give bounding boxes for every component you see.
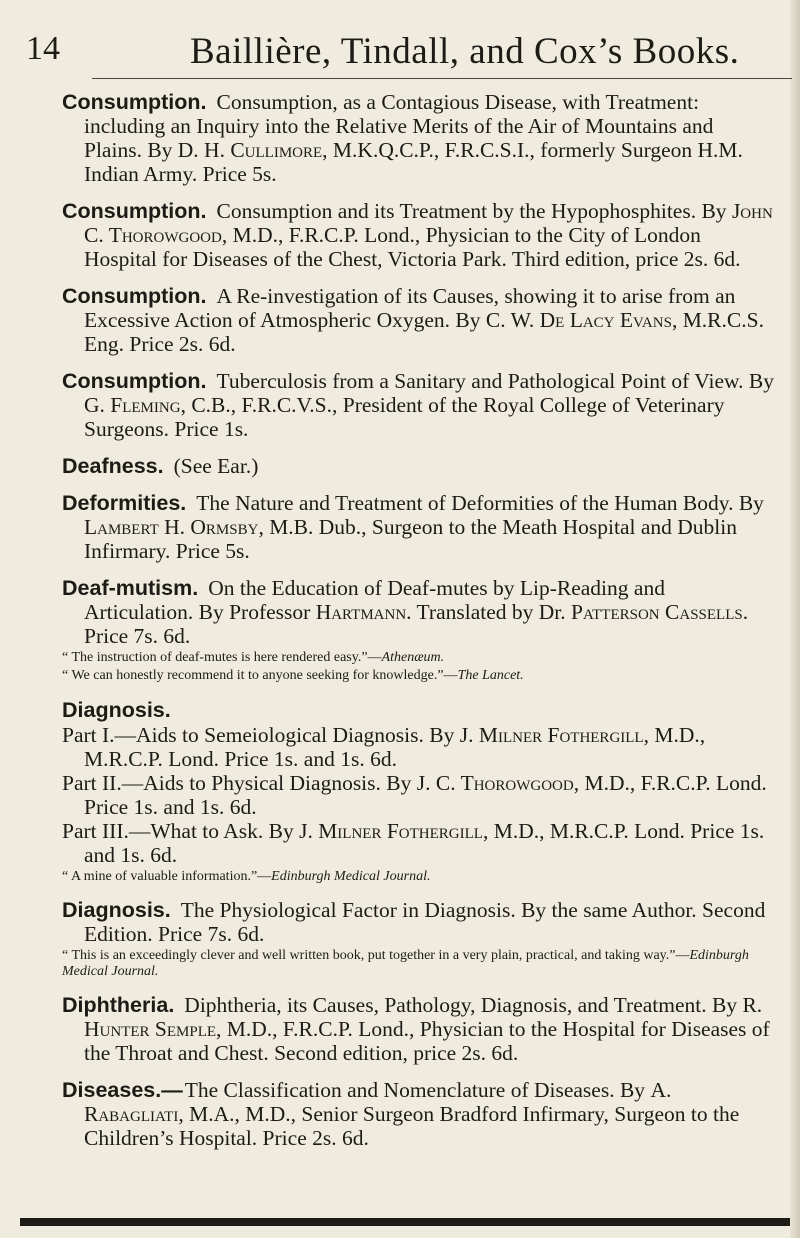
entry-heading: Consumption. <box>62 90 207 114</box>
entry-text: , C.B., F.R.C.V.S., President of the Royal College of Veterinary Surgeons. Price 1s. <box>84 393 725 441</box>
quote-text: “ The instruction of deaf-mutes is here rendered easy.”— <box>62 650 382 665</box>
entry-heading: Diphtheria. <box>62 993 175 1017</box>
diagnosis-part <box>62 723 774 771</box>
quote-source: Edinburgh Medical Journal. <box>271 869 431 884</box>
entry-author: G. Fleming <box>84 393 181 417</box>
entry-text: The Physiological Factor in Diagnosis. By the same Author. Second Edition. Price 7s. 6d. <box>84 898 766 946</box>
page-header <box>0 24 800 78</box>
bottom-rule <box>20 1218 790 1226</box>
entry-heading: Consumption. <box>62 284 207 308</box>
header-rule <box>92 78 792 79</box>
diagnosis-part <box>62 771 774 819</box>
catalogue-entry <box>62 576 774 684</box>
part-text: , M.D., F.R.C.P. Lond. Price 1s. and 1s. 6d. <box>84 771 767 819</box>
entry-author: Patterson Cassells <box>571 600 743 624</box>
entry-author: C. W. De Lacy Evans <box>485 308 672 332</box>
entry-heading: Diseases.— <box>62 1078 183 1102</box>
quote-text: “ We can honestly recommend it to anyone seeking for knowledge.”— <box>62 668 458 683</box>
catalogue-entry <box>62 284 774 356</box>
running-title: Baillière, Tindall, and Cox’s Books. <box>190 31 740 72</box>
quote-source: The Lancet. <box>457 668 524 683</box>
diagnosis-part <box>62 819 774 867</box>
entry-text: The Classification and Nomenclature of Diseases. By <box>184 1078 651 1102</box>
quote-text: “ This is an exceedingly clever and well written book, put together in a very plain, practical, and taking way.”— <box>62 948 690 963</box>
entry-author: J. Milner Fothergill <box>299 819 483 843</box>
entry-text: , M.B. Dub., Surgeon to the Meath Hospital and Dublin Infirmary. Price 5s. <box>84 515 737 563</box>
entry-author: Lambert H. Ormsby <box>84 515 259 539</box>
catalogue-entry <box>62 993 774 1065</box>
quote-source: Edinburgh Medical Journal. <box>62 948 749 979</box>
entry-text: (See Ear.) <box>173 454 259 478</box>
catalogue-entry <box>62 491 774 563</box>
entry-text: , M.R.C.S. Eng. Price 2s. 6d. <box>84 308 764 356</box>
part-label: Part III.—What to Ask. By <box>62 819 300 843</box>
catalogue-entry <box>62 90 774 186</box>
entry-author: A. Rabagliati <box>84 1078 672 1126</box>
part-label: Part I.—Aids to Semeiological Diagnosis. By <box>62 723 460 747</box>
entry-text: , M.K.Q.C.P., F.R.C.S.I., formerly Surgeon H.M. Indian Army. Price 5s. <box>84 138 743 186</box>
entry-text: On the Education of Deaf-mutes by Lip-Reading and Articulation. By Professor <box>84 576 665 624</box>
quote-source: Athenæum. <box>381 650 445 665</box>
entry-author: Hartmann <box>315 600 407 624</box>
entry-heading: Diagnosis. <box>62 698 171 722</box>
page-edge-shadow <box>790 0 800 1238</box>
entry-heading: Consumption. <box>62 199 207 223</box>
entry-author: John C. Thorowgood <box>84 199 773 247</box>
entry-author: J. Milner Fothergill <box>459 723 644 747</box>
catalogue-entry <box>62 369 774 441</box>
entry-text: Consumption and its Treatment by the Hypophosphites. By <box>216 199 732 223</box>
review-quote <box>62 650 774 666</box>
entry-author: R. Hunter Semple <box>84 993 763 1041</box>
part-text: , M.D., M.R.C.P. Lond. Price 1s. and 1s. 6d. <box>84 819 765 867</box>
entry-text: Tuberculosis from a Sanitary and Pathological Point of View. By <box>216 369 774 393</box>
quote-text: “ A mine of valuable information.”— <box>62 869 272 884</box>
entry-heading: Deafness. <box>62 454 164 478</box>
entry-text: Consumption, as a Contagious Disease, with Treatment: including an Inquiry into the Relative Merits of the Air of Mountains and Plains. By <box>84 90 714 162</box>
catalogue-entry-diagnosis <box>62 697 774 885</box>
catalogue-entry <box>62 199 774 271</box>
page-number: 14 <box>26 30 60 67</box>
entry-heading: Deformities. <box>62 491 187 515</box>
entry-author: D. H. Cullimore <box>177 138 323 162</box>
review-quote <box>62 948 774 980</box>
entry-heading: Diagnosis. <box>62 898 171 922</box>
entry-text: The Nature and Treatment of Deformities of the Human Body. By <box>196 491 764 515</box>
entry-text: , M.A., M.D., Senior Surgeon Bradford Infirmary, Surgeon to the Children’s Hospital. Price 2s. 6d. <box>84 1102 740 1150</box>
part-label: Part II.—Aids to Physical Diagnosis. By <box>62 771 417 795</box>
entry-heading: Consumption. <box>62 369 207 393</box>
entry-text: , M.D., F.R.C.P. Lond., Physician to the Hospital for Diseases of the Throat and Chest. Second edition, price 2s. 6d. <box>84 1017 770 1065</box>
catalogue-content <box>62 90 774 1163</box>
review-quote <box>62 668 774 684</box>
entry-author: J. C. Thorowgood <box>416 771 574 795</box>
entry-text: Diphtheria, its Causes, Pathology, Diagnosis, and Treatment. By <box>184 993 743 1017</box>
entry-text: , M.D., F.R.C.P. Lond., Physician to the City of London Hospital for Diseases of the Chest, Victoria Park. Third edition, price 2s. 6d. <box>84 223 741 271</box>
entry-text: . Price 7s. 6d. <box>84 600 749 648</box>
part-text: , M.D., M.R.C.P. Lond. Price 1s. and 1s. 6d. <box>84 723 706 771</box>
review-quote <box>62 869 774 885</box>
entry-text: . Translated by Dr. <box>406 600 572 624</box>
catalogue-entry <box>62 898 774 980</box>
entry-heading: Deaf-mutism. <box>62 576 199 600</box>
entry-text: A Re-investigation of its Causes, showing it to arise from an Excessive Action of Atmospheric Oxygen. By <box>84 284 736 332</box>
catalogue-entry <box>62 454 774 478</box>
catalogue-entry <box>62 1078 774 1150</box>
